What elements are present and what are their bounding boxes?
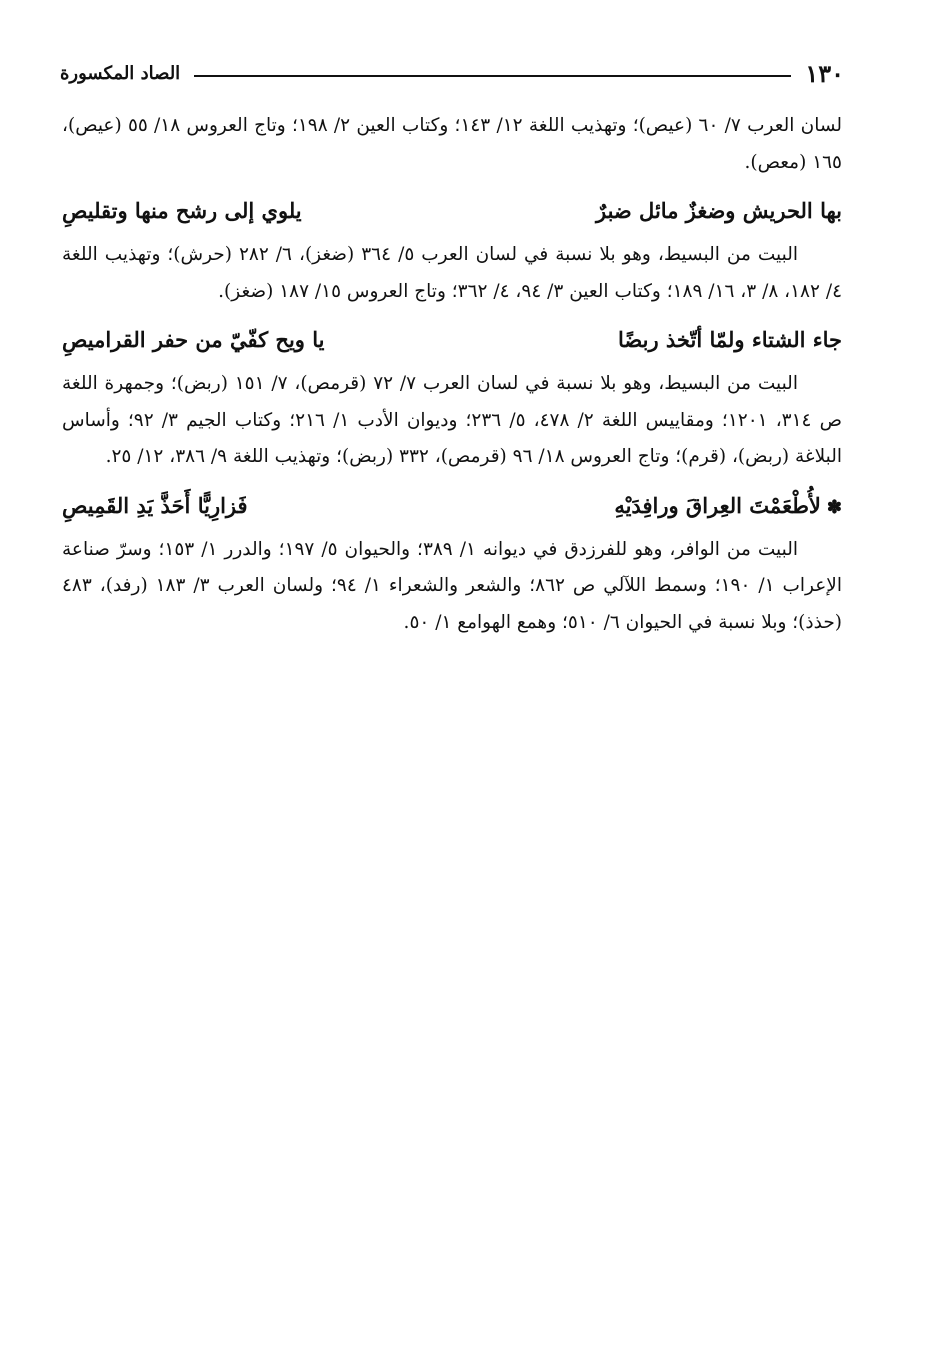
verse-first-hemistich: ✽ لأُطْعَمْتَ العِراقَ ورافِدَيْهِ — [614, 484, 842, 530]
verse-second-hemistich: يا ويح كفّيّ من حفر القراميصِ — [62, 327, 325, 352]
verse-line — [62, 318, 842, 362]
verse-line-starred — [62, 484, 842, 528]
page-number: ١٣٠ — [805, 58, 844, 88]
verse-note: البيت من الوافر، وهو للفرزدق في ديوانه ١/ ٣٨٩؛ والحيوان ٥/ ١٩٧؛ والدرر ١/ ١٥٣؛ وسرّ صناعة الإعراب ١/ ١٩٠؛ وسمط اللآلي ص ٨٦٢؛ والشعر والشعراء ١/ ٩٤؛ ولسان العرب ٣/ ١٨٣ (رفد)، ٤٨٣ (حذذ)؛ وبلا نسبة في الحيوان ٦/ ٥١٠؛ وهمع الهوامع ١/ ٥٠. — [62, 538, 842, 633]
header-rule — [194, 75, 791, 77]
running-title: الصاد المكسورة — [60, 62, 181, 84]
verse-line — [62, 189, 842, 233]
verse-note: البيت من البسيط، وهو بلا نسبة في لسان العرب ٧/ ٧٢ (قرمص)، ٧/ ١٥١ (ربض)؛ وجمهرة اللغة ص ٣١٤، ١٢٠١؛ ومقاييس اللغة ٢/ ٤٧٨، ٥/ ٢٣٦؛ وديوان الأدب ١/ ٢١٦؛ وكتاب الجيم ٣/ ٩٢؛ وأساس البلاغة (ربض)، (قرم)؛ وتاج العروس ١٨/ ٩٦ (قرمص)، ٣٣٢ (ربض)؛ وتهذيب اللغة ٩/ ٣٨٦، ١٢/ ٢٥. — [62, 373, 842, 467]
verse-second-hemistich: يلوي إلى رشح منها وتقليصِ — [62, 198, 302, 223]
footnote-continuation: لسان العرب ٧/ ٦٠ (عيص)؛ وتهذيب اللغة ١٢/ ١٤٣؛ وكتاب العين ٢/ ١٩٨؛ وتاج العروس ١٨/ ٥٥ (عيص)، ١٦٥ (معص). — [62, 115, 843, 173]
page-content — [62, 108, 842, 641]
verse-first-hemistich: جاء الشتاء ولمّا أتّخذ ربضًا — [617, 327, 842, 352]
verse-first-hemistich: بها الحريش وضغزٌ مائل ضبرٌ — [595, 198, 842, 223]
verse-second-hemistich: فَزارِيًّا أَحَذَّ يَدِ القَمِيصِ — [62, 492, 248, 518]
verse-note: البيت من البسيط، وهو بلا نسبة في لسان العرب ٥/ ٣٦٤ (ضغز)، ٦/ ٢٨٢ (حرش)؛ وتهذيب اللغة ٤/ ١٨٢، ٨/ ٣، ١٦/ ١٨٩؛ وكتاب العين ٣/ ٩٤، ٤/ ٣٦٢؛ وتاج العروس ١٥/ ١٨٧ (ضغز). — [62, 244, 842, 302]
page-header — [60, 58, 844, 88]
